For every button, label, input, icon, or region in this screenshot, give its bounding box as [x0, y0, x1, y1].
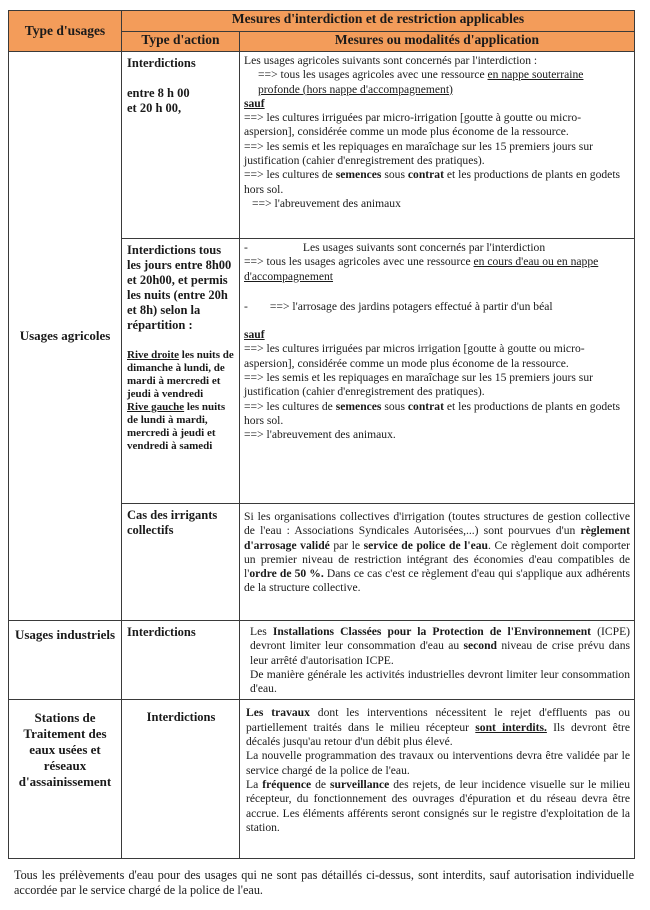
sauf-label: sauf [244, 328, 265, 342]
measure-text: niveau de crise prévu dans leur arrêté d'autorisation ICPE. [250, 639, 631, 667]
action-title: Interdictions tous les jours entre 8h00 et 20h00, et permis les nuits (entre 20h et 8h) selon la répartition : [127, 243, 232, 332]
header-row [9, 11, 635, 32]
action-cell [122, 239, 240, 504]
measure-underlined: profonde (hors nappe d'accompagnement) [258, 82, 453, 96]
measures-cell [240, 700, 635, 859]
measure-bold: semences [335, 168, 382, 182]
table-row [9, 621, 635, 700]
header-type-action: Type d'action [122, 32, 240, 52]
measure-bold: Installations Classées pour la Protection de l'Environnement [272, 625, 592, 638]
measure-bold: fréquence [262, 777, 312, 791]
measure-line: ==> les semis et les repiquages en maraîchage sur les 15 premiers jours sur justification (cahier d'enregistrement des pratiques). [244, 139, 593, 168]
action-cell [122, 52, 240, 239]
collective-text [244, 510, 630, 596]
action-cell: Interdictions [122, 700, 240, 859]
measure-line [244, 400, 630, 429]
header-modalites: Mesures ou modalités d'application [240, 32, 635, 52]
measure-text: ==> les cultures de [244, 399, 336, 413]
header-type-usages: Type d'usages [9, 11, 122, 52]
dash: - [244, 299, 248, 313]
action-cell: Interdictions [122, 621, 240, 700]
usage-industriels: Usages industriels [9, 621, 122, 700]
measure-text: Les [250, 625, 273, 638]
measure-line: ==> les semis et les repiquages en maraîchage sur les 15 premiers jours sur justification (cahier d'enregistrement des pratiques). [244, 371, 593, 399]
measures-cell [240, 621, 635, 700]
measure-text: (ICPE) devront limiter leur consommation d'eau au [250, 625, 631, 653]
measure-text: Si les organisations collectives d'irrigation (toutes structures de gestion collective de l'eau : Associations Syndicales Autorisées,...) sont pourvues d'un [244, 510, 631, 538]
measure-text: ==> les cultures de [244, 168, 336, 182]
step-text [246, 706, 630, 749]
rive-droite-label: Rive droite [127, 349, 180, 361]
measure-bold: contrat [407, 399, 444, 413]
usage-agricoles: Usages agricoles [9, 52, 122, 621]
measure-underlined: en cours d'eau ou en nappe d'accompagnement [244, 255, 599, 283]
measure-line [244, 300, 630, 314]
measure-text: sous [381, 168, 408, 182]
measure-bold: service de police de l'eau [363, 538, 488, 552]
action-hours: entre 8 h 00 [127, 86, 190, 100]
dash: - [244, 241, 248, 254]
step-text: La nouvelle programmation des travaux ou interventions devra être validée par le service chargé de la police de l'eau. [246, 749, 631, 777]
measure-bold: second [463, 639, 497, 653]
table-row [9, 700, 635, 859]
measure-text: sous [381, 399, 408, 413]
step-text [246, 778, 630, 835]
measure-text: ==> l'arrosage des jardins potagers effectué à partir d'un béal [269, 299, 553, 313]
rive-gauche-label: Rive gauche [127, 401, 185, 413]
measure-text: et les productions de plants en godets hors sol. [244, 399, 621, 427]
measure-text: Dans ce cas c'est ce règlement d'eau qui s'applique aux adhérents de la structure collective. [244, 567, 630, 595]
measure-bold: Les travaux [246, 706, 310, 720]
measure-bold: surveillance [330, 777, 390, 791]
measure-text: par le [329, 538, 364, 552]
sauf-label: sauf [244, 96, 265, 110]
measure-line: ==> les cultures irriguées par micros irrigation [goutte à goutte ou micro-aspersion], considérée comme un mode plus économe de la ressource. [244, 342, 585, 370]
table-row [9, 52, 635, 239]
measure-text: des rejets, de leur incidence visuelle sur le milieu récepteur, du fonctionnement des ouvrages d'épuration et du réseau devra être accrue. Les éléments afférents seront consignés sur le registre d'exploitation de la station. [246, 777, 631, 834]
measure-bold: règlement d'arrosage validé [244, 524, 631, 552]
measure-bold: contrat [407, 168, 444, 182]
measure-text: de [311, 777, 331, 791]
industry-text [250, 625, 630, 668]
measure-text: Ils devront être décalés jusqu'au retour d'un débit plus élevé. [246, 720, 631, 749]
measure-text: ==> tous les usages agricoles avec une ressource [258, 68, 488, 82]
measure-line [244, 255, 630, 284]
rive-droite-text [127, 349, 235, 401]
measure-line [244, 68, 630, 97]
measure-line [244, 168, 630, 197]
rive-gauche-nights: les nuits de lundi à mardi, mercredi à jeudi et vendredi à samedi [127, 401, 226, 452]
action-title: Interdictions [127, 56, 196, 70]
measure-underlined: en nappe souterraine [487, 68, 584, 82]
action-cell: Cas des irrigants collectifs [122, 504, 240, 621]
header-mesures: Mesures d'interdiction et de restriction applicables [122, 11, 635, 32]
measure-line [244, 241, 630, 255]
rive-gauche-text [127, 401, 235, 453]
measure-line: Les usages agricoles suivants sont concernés par l'interdiction : [244, 54, 538, 67]
measures-cell [240, 52, 635, 239]
restrictions-table [8, 10, 635, 859]
usage-stations: Stations de Traitement des eaux usées et réseaux d'assainissement [9, 700, 122, 859]
measures-cell [240, 504, 635, 621]
rive-droite-nights: les nuits de dimanche à lundi, de mardi à mercredi et jeudi à vendredi [127, 349, 234, 400]
measure-bold: semences [335, 399, 382, 413]
measure-text: . Ce règlement doit comporter un premier niveau de restriction intégrant des économies d'eau compatibles de l' [244, 538, 631, 581]
measure-text: Les usages suivants sont concernés par l'interdiction [302, 241, 546, 254]
footer-note: Tous les prélèvements d'eau pour des usages qui ne sont pas détaillés ci-dessus, sont interdits, sauf autorisation individuelle accordée par le service chargé de la police de l'eau. [14, 868, 634, 897]
measure-text: et les productions de plants en godets hors sol. [244, 168, 621, 196]
measures-cell [240, 239, 635, 504]
measure-line: ==> les cultures irriguées par micro-irrigation [goutte à goutte ou micro-aspersion], considérée comme un mode plus économe de la ressource. [244, 111, 582, 139]
measure-line: ==> l'abreuvement des animaux. [244, 428, 396, 442]
industry-text: De manière générale les activités industrielles devront limiter leur consommation d'eau. [250, 667, 631, 696]
measure-text: dont les interventions nécessitent le rejet d'effluents pas ou partiellement traités dans le milieu récepteur [246, 706, 631, 734]
measure-text: La [246, 777, 263, 791]
measure-bold-underlined: sont interdits. [475, 720, 547, 734]
measure-bold: ordre de 50 %. [249, 567, 324, 581]
measure-text: ==> tous les usages agricoles avec une ressource [244, 255, 474, 269]
measure-line: ==> l'abreuvement des animaux [252, 196, 401, 210]
action-hours-end: et 20 h 00, [127, 101, 182, 115]
